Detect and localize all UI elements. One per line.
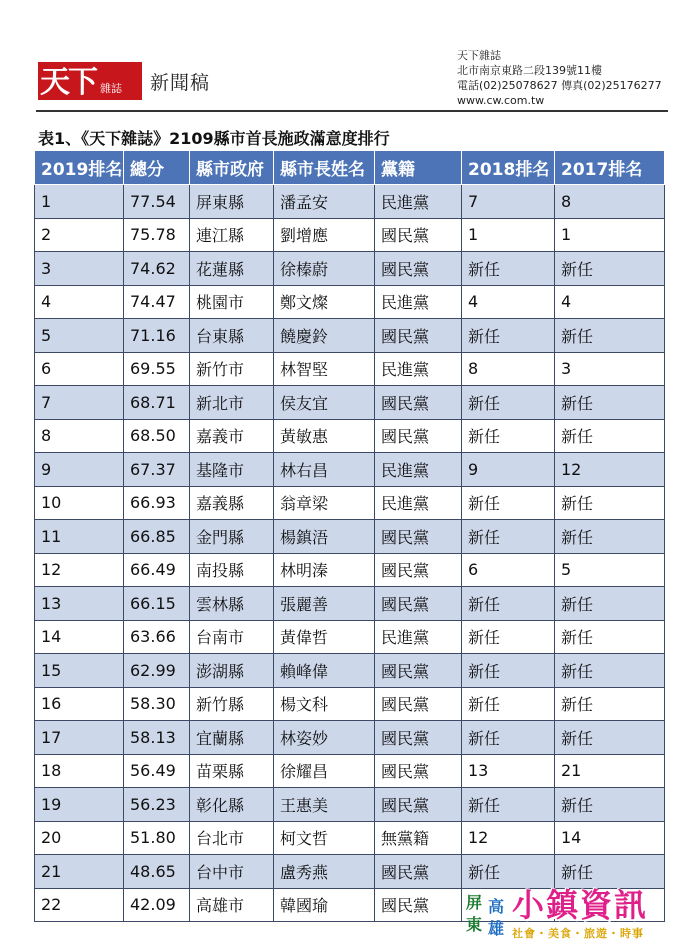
cell-county: 嘉義市: [190, 419, 274, 453]
cell-party: 民進黨: [375, 453, 462, 487]
watermark-title: 小鎮資訊: [512, 886, 649, 924]
cell-county: 澎湖縣: [190, 654, 274, 688]
cell-party: 民進黨: [375, 352, 462, 386]
table-row: [35, 419, 665, 453]
cell-rank-2018: 1: [462, 218, 555, 252]
cell-county: 基隆市: [190, 453, 274, 487]
watermark-mark: [460, 886, 512, 942]
cell-rank-2019: 6: [35, 352, 124, 386]
cell-rank-2017: 新任: [555, 587, 665, 621]
cell-mayor-name: 黃偉哲: [274, 620, 375, 654]
cell-rank-2018: 9: [462, 453, 555, 487]
cell-county: 宜蘭縣: [190, 721, 274, 755]
cell-county: 新竹縣: [190, 687, 274, 721]
cell-county: 新竹市: [190, 352, 274, 386]
cell-mayor-name: 林明溱: [274, 553, 375, 587]
logo-sub-text: 雜誌: [100, 82, 122, 95]
contact-block: [457, 48, 662, 108]
cell-rank-2019: 18: [35, 754, 124, 788]
cell-county: 屏東縣: [190, 185, 274, 219]
table-row: [35, 453, 665, 487]
cell-rank-2018: 8: [462, 352, 555, 386]
cell-rank-2019: 4: [35, 285, 124, 319]
cell-county: 台南市: [190, 620, 274, 654]
cell-rank-2018: 新任: [462, 520, 555, 554]
cell-rank-2017: 新任: [555, 654, 665, 688]
cell-rank-2019: 10: [35, 486, 124, 520]
table-row: [35, 553, 665, 587]
cell-party: 國民黨: [375, 319, 462, 353]
header-divider: [36, 110, 668, 112]
cell-party: 民進黨: [375, 486, 462, 520]
cell-rank-2017: 新任: [555, 855, 665, 889]
cell-party: 民進黨: [375, 185, 462, 219]
cell-party: 國民黨: [375, 654, 462, 688]
cell-score: 68.50: [124, 419, 190, 453]
cell-party: 國民黨: [375, 520, 462, 554]
cell-mayor-name: 黃敏惠: [274, 419, 375, 453]
cell-party: 國民黨: [375, 754, 462, 788]
table-row: [35, 687, 665, 721]
cell-rank-2018: 新任: [462, 855, 555, 889]
cell-rank-2017: 14: [555, 821, 665, 855]
cell-rank-2018: 新任: [462, 721, 555, 755]
cell-rank-2017: 21: [555, 754, 665, 788]
cell-score: 66.93: [124, 486, 190, 520]
cell-rank-2019: 3: [35, 252, 124, 286]
cell-rank-2017: 新任: [555, 319, 665, 353]
header-party: 黨籍: [375, 151, 462, 185]
table-row: [35, 486, 665, 520]
cell-mayor-name: 楊文科: [274, 687, 375, 721]
cell-score: 48.65: [124, 855, 190, 889]
cell-party: 國民黨: [375, 553, 462, 587]
cell-rank-2019: 5: [35, 319, 124, 353]
cell-rank-2018: 新任: [462, 654, 555, 688]
cell-rank-2019: 16: [35, 687, 124, 721]
cell-rank-2018: 新任: [462, 319, 555, 353]
cell-rank-2019: 2: [35, 218, 124, 252]
cell-score: 74.62: [124, 252, 190, 286]
table-row: [35, 754, 665, 788]
cell-mayor-name: 劉增應: [274, 218, 375, 252]
header-rank-2019: 2019排名: [35, 151, 124, 185]
cell-party: 民進黨: [375, 285, 462, 319]
cell-mayor-name: 盧秀燕: [274, 855, 375, 889]
cell-rank-2019: 1: [35, 185, 124, 219]
cell-county: 雲林縣: [190, 587, 274, 621]
cell-mayor-name: 林智堅: [274, 352, 375, 386]
cell-rank-2018: 6: [462, 553, 555, 587]
cell-score: 77.54: [124, 185, 190, 219]
cell-score: 42.09: [124, 888, 190, 922]
cell-mayor-name: 柯文哲: [274, 821, 375, 855]
watermark-tagline: 社會・美食・旅遊・時事: [512, 927, 644, 940]
table-header-row: [35, 151, 665, 185]
cell-score: 66.85: [124, 520, 190, 554]
cell-party: 國民黨: [375, 419, 462, 453]
cell-mayor-name: 翁章梁: [274, 486, 375, 520]
contact-address: 北市南京東路二段139號11樓: [457, 64, 602, 77]
watermark-mark-char: 高: [488, 897, 505, 916]
cell-rank-2018: 13: [462, 754, 555, 788]
watermark-mark-char: 屏: [466, 893, 483, 912]
cell-score: 63.66: [124, 620, 190, 654]
cell-rank-2019: 20: [35, 821, 124, 855]
cell-mayor-name: 楊鎮浯: [274, 520, 375, 554]
cell-rank-2018: 新任: [462, 620, 555, 654]
cell-mayor-name: 林姿妙: [274, 721, 375, 755]
cell-score: 66.15: [124, 587, 190, 621]
cell-score: 71.16: [124, 319, 190, 353]
table-row: [35, 821, 665, 855]
cell-county: 高雄市: [190, 888, 274, 922]
cell-rank-2017: 5: [555, 553, 665, 587]
cell-county: 台東縣: [190, 319, 274, 353]
cell-mayor-name: 侯友宜: [274, 386, 375, 420]
cell-rank-2017: 4: [555, 285, 665, 319]
cell-party: 國民黨: [375, 218, 462, 252]
table-row: [35, 788, 665, 822]
cell-score: 66.49: [124, 553, 190, 587]
watermark-text: [512, 887, 648, 941]
header-rank-2018: 2018排名: [462, 151, 555, 185]
cell-mayor-name: 韓國瑜: [274, 888, 375, 922]
cw-logo: [38, 62, 142, 100]
cell-county: 苗栗縣: [190, 754, 274, 788]
table-row: [35, 319, 665, 353]
cell-score: 56.23: [124, 788, 190, 822]
cell-score: 51.80: [124, 821, 190, 855]
table-title: 表1、《天下雜誌》2109縣市首長施政滿意度排行: [38, 129, 390, 148]
cell-rank-2017: 新任: [555, 620, 665, 654]
cell-county: 金門縣: [190, 520, 274, 554]
contact-website: www.cw.com.tw: [457, 94, 545, 107]
cell-county: 南投縣: [190, 553, 274, 587]
cell-score: 58.30: [124, 687, 190, 721]
watermark-mark-char: 東: [466, 915, 483, 934]
cell-rank-2018: 新任: [462, 252, 555, 286]
cell-rank-2018: 4: [462, 285, 555, 319]
cell-rank-2017: 新任: [555, 687, 665, 721]
cell-rank-2017: 新任: [555, 486, 665, 520]
cell-rank-2017: 8: [555, 185, 665, 219]
cell-rank-2018: 7: [462, 185, 555, 219]
cell-rank-2019: 19: [35, 788, 124, 822]
cell-rank-2017: 新任: [555, 419, 665, 453]
cell-party: 國民黨: [375, 721, 462, 755]
cell-mayor-name: 潘孟安: [274, 185, 375, 219]
cell-party: 無黨籍: [375, 821, 462, 855]
cell-rank-2018: 新任: [462, 587, 555, 621]
watermark-mark-char: 雄: [488, 919, 505, 938]
table-row: [35, 352, 665, 386]
cell-rank-2019: 11: [35, 520, 124, 554]
cell-party: 民進黨: [375, 620, 462, 654]
cell-county: 嘉義縣: [190, 486, 274, 520]
cell-rank-2019: 22: [35, 888, 124, 922]
cell-mayor-name: 林右昌: [274, 453, 375, 487]
cell-rank-2018: 12: [462, 821, 555, 855]
cell-mayor-name: 張麗善: [274, 587, 375, 621]
table-row: [35, 218, 665, 252]
cell-party: 國民黨: [375, 788, 462, 822]
cell-rank-2019: 13: [35, 587, 124, 621]
table-row: [35, 285, 665, 319]
cell-score: 68.71: [124, 386, 190, 420]
cell-party: 國民黨: [375, 888, 462, 922]
cell-rank-2019: 17: [35, 721, 124, 755]
header-rank-2017: 2017排名: [555, 151, 665, 185]
cell-county: 新北市: [190, 386, 274, 420]
cell-mayor-name: 賴峰偉: [274, 654, 375, 688]
cell-rank-2019: 14: [35, 620, 124, 654]
cell-rank-2017: 1: [555, 218, 665, 252]
cell-rank-2018: 新任: [462, 386, 555, 420]
header-score: 總分: [124, 151, 190, 185]
cell-party: 國民黨: [375, 587, 462, 621]
header-mayor-name: 縣市長姓名: [274, 151, 375, 185]
header-county: 縣市政府: [190, 151, 274, 185]
table-row: [35, 587, 665, 621]
cell-score: 58.13: [124, 721, 190, 755]
cell-rank-2018: 新任: [462, 687, 555, 721]
cell-party: 國民黨: [375, 855, 462, 889]
cell-rank-2019: 8: [35, 419, 124, 453]
cell-party: 國民黨: [375, 386, 462, 420]
cell-county: 花蓮縣: [190, 252, 274, 286]
cell-rank-2019: 9: [35, 453, 124, 487]
cell-county: 桃園市: [190, 285, 274, 319]
table-row: [35, 654, 665, 688]
cell-mayor-name: 王惠美: [274, 788, 375, 822]
cell-score: 69.55: [124, 352, 190, 386]
cell-rank-2019: 15: [35, 654, 124, 688]
table-row: [35, 386, 665, 420]
cell-rank-2017: 新任: [555, 252, 665, 286]
cell-rank-2017: 新任: [555, 520, 665, 554]
cell-rank-2019: 7: [35, 386, 124, 420]
cell-county: 台北市: [190, 821, 274, 855]
ranking-table: [34, 150, 665, 922]
cell-rank-2017: 12: [555, 453, 665, 487]
cell-rank-2019: 12: [35, 553, 124, 587]
cell-rank-2017: 新任: [555, 386, 665, 420]
cell-mayor-name: 徐耀昌: [274, 754, 375, 788]
cell-county: 彰化縣: [190, 788, 274, 822]
cell-county: 連江縣: [190, 218, 274, 252]
cell-score: 62.99: [124, 654, 190, 688]
press-release-label: 新聞稿: [150, 72, 211, 94]
cell-rank-2018: 新任: [462, 788, 555, 822]
cell-rank-2018: 新任: [462, 419, 555, 453]
cell-score: 56.49: [124, 754, 190, 788]
contact-name: 天下雜誌: [457, 49, 501, 62]
cell-rank-2018: 新任: [462, 486, 555, 520]
cell-score: 75.78: [124, 218, 190, 252]
cell-mayor-name: 徐榛蔚: [274, 252, 375, 286]
cell-rank-2017: 新任: [555, 721, 665, 755]
contact-phone: 電話(02)25078627 傳真(02)25176277: [457, 79, 662, 92]
table-row: [35, 620, 665, 654]
cell-rank-2017: 新任: [555, 788, 665, 822]
table-row: [35, 185, 665, 219]
logo-main-text: 天下: [40, 65, 96, 100]
cell-party: 國民黨: [375, 687, 462, 721]
cell-party: 國民黨: [375, 252, 462, 286]
cell-mayor-name: 鄭文燦: [274, 285, 375, 319]
cell-rank-2019: 21: [35, 855, 124, 889]
cell-rank-2017: 3: [555, 352, 665, 386]
watermark: [460, 880, 698, 948]
cell-score: 74.47: [124, 285, 190, 319]
table-row: [35, 721, 665, 755]
cell-mayor-name: 饒慶鈴: [274, 319, 375, 353]
cell-score: 67.37: [124, 453, 190, 487]
table-row: [35, 252, 665, 286]
cell-county: 台中市: [190, 855, 274, 889]
table-row: [35, 520, 665, 554]
